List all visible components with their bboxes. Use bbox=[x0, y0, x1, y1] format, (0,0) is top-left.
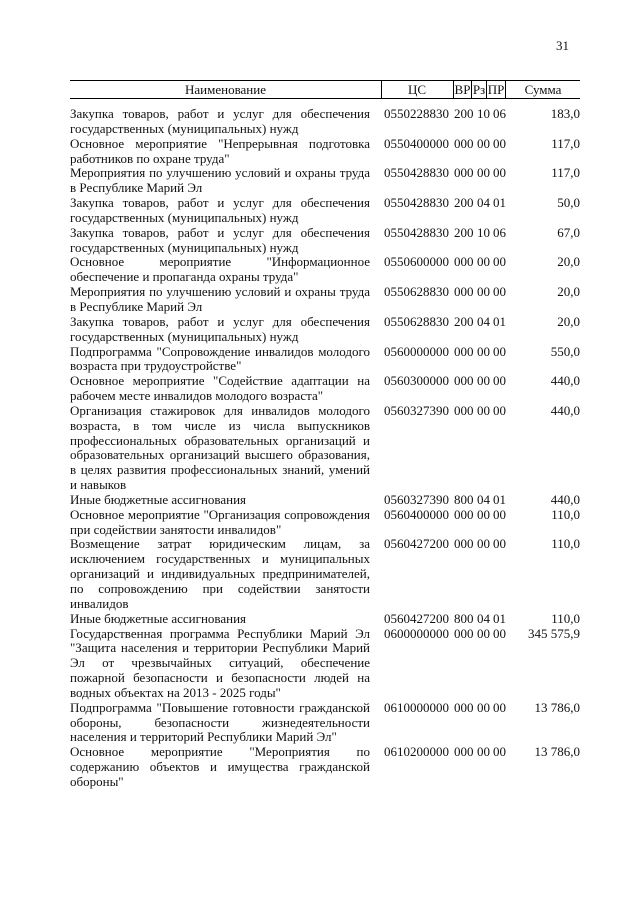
cell-sum: 20,0 bbox=[557, 284, 580, 300]
cell-vr: 000 bbox=[454, 625, 474, 641]
cell-name: Закупка товаров, работ и услуг для обеспечения государственных (муниципальных) нужд bbox=[70, 106, 370, 136]
cell-rz: 04 bbox=[477, 195, 490, 211]
table-row bbox=[70, 226, 580, 256]
table-row bbox=[70, 255, 580, 285]
header-name: Наименование bbox=[185, 82, 266, 97]
cell-vr: 800 bbox=[454, 610, 474, 626]
cell-vr: 200 bbox=[454, 195, 474, 211]
cell-sum: 345 575,9 bbox=[528, 625, 580, 641]
cell-pr: 00 bbox=[493, 402, 506, 418]
cell-pr: 01 bbox=[493, 313, 506, 329]
cell-pr: 00 bbox=[493, 536, 506, 552]
cell-sum: 13 786,0 bbox=[534, 744, 580, 760]
cell-cs: 0560427200 bbox=[384, 536, 449, 552]
cell-vr: 000 bbox=[454, 254, 474, 270]
cell-vr: 000 bbox=[454, 165, 474, 181]
cell-sum: 20,0 bbox=[557, 254, 580, 270]
cell-vr: 000 bbox=[454, 536, 474, 552]
page-number: 31 bbox=[556, 38, 569, 53]
table-body bbox=[70, 107, 580, 790]
cell-pr: 00 bbox=[493, 284, 506, 300]
cell-rz: 10 bbox=[477, 106, 490, 121]
cell-pr: 00 bbox=[493, 625, 506, 641]
cell-vr: 000 bbox=[454, 402, 474, 418]
cell-name: Закупка товаров, работ и услуг для обеспечения государственных (муниципальных) нужд bbox=[70, 224, 370, 255]
cell-name: Государственная программа Республики Марий Эл "Защита населения и территории Республики Марий Эл от чрезвычайных ситуаций, обеспечение пожарной безопасности и безопасности людей на водных объектах на 2013 - 2025 годы" bbox=[70, 625, 370, 700]
cell-rz: 00 bbox=[477, 135, 490, 151]
cell-vr: 000 bbox=[454, 135, 474, 151]
cell-vr: 000 bbox=[454, 699, 474, 715]
table-row bbox=[70, 508, 580, 538]
header-rz: Рз bbox=[472, 82, 486, 97]
cell-rz: 00 bbox=[477, 343, 490, 359]
cell-pr: 00 bbox=[493, 343, 506, 359]
cell-pr: 00 bbox=[493, 506, 506, 522]
cell-vr: 000 bbox=[454, 373, 474, 389]
cell-cs: 0550628830 bbox=[384, 313, 449, 329]
cell-name: Иные бюджетные ассигнования bbox=[70, 610, 247, 626]
cell-name: Подпрограмма "Повышение готовности гражданской обороны, безопасности жизнедеятельности населения и территорий Республики Марий Эл" bbox=[70, 699, 370, 745]
cell-name: Возмещение затрат юридическим лицам, за исключением государственных и муниципальных организаций и индивидуальных предпринимателей, по сопровождению при содействии занятости инвалидов bbox=[70, 536, 370, 611]
header-vr: ВР bbox=[454, 82, 471, 97]
cell-pr: 00 bbox=[493, 165, 506, 181]
table-row bbox=[70, 701, 580, 746]
cell-cs: 0560427200 bbox=[384, 610, 449, 626]
cell-name: Закупка товаров, работ и услуг для обеспечения государственных (муниципальных) нужд bbox=[70, 313, 370, 344]
cell-cs: 0550628830 bbox=[384, 284, 449, 300]
cell-sum: 550,0 bbox=[550, 343, 580, 359]
cell-pr: 00 bbox=[493, 254, 506, 270]
header-divider bbox=[505, 81, 506, 98]
cell-pr: 01 bbox=[493, 195, 506, 211]
cell-sum: 50,0 bbox=[557, 195, 580, 211]
cell-sum: 183,0 bbox=[550, 106, 580, 121]
cell-vr: 000 bbox=[454, 744, 474, 760]
cell-sum: 440,0 bbox=[550, 402, 580, 418]
cell-rz: 00 bbox=[477, 506, 490, 522]
cell-pr: 01 bbox=[493, 610, 506, 626]
table-row bbox=[70, 404, 580, 493]
table-row bbox=[70, 137, 580, 167]
cell-cs: 0550600000 bbox=[384, 254, 449, 270]
cell-rz: 00 bbox=[477, 165, 490, 181]
cell-vr: 800 bbox=[454, 491, 474, 507]
table-row bbox=[70, 315, 580, 345]
cell-pr: 00 bbox=[493, 699, 506, 715]
table-row bbox=[70, 107, 580, 137]
table-row bbox=[70, 345, 580, 375]
cell-cs: 0550428830 bbox=[384, 224, 449, 240]
cell-vr: 000 bbox=[454, 506, 474, 522]
header-divider bbox=[471, 81, 472, 98]
header-cs: ЦС bbox=[407, 82, 427, 97]
cell-sum: 440,0 bbox=[550, 491, 580, 507]
cell-pr: 06 bbox=[493, 106, 506, 121]
table-row bbox=[70, 627, 580, 701]
cell-pr: 01 bbox=[493, 491, 506, 507]
cell-cs: 0560000000 bbox=[384, 343, 449, 359]
cell-vr: 000 bbox=[454, 284, 474, 300]
table-row bbox=[70, 196, 580, 226]
cell-cs: 0560400000 bbox=[384, 506, 449, 522]
cell-cs: 0550428830 bbox=[384, 195, 449, 211]
header-divider bbox=[381, 81, 382, 98]
cell-rz: 00 bbox=[477, 284, 490, 300]
cell-vr: 000 bbox=[454, 343, 474, 359]
cell-cs: 0560327390 bbox=[384, 402, 449, 418]
cell-sum: 440,0 bbox=[550, 373, 580, 389]
cell-rz: 04 bbox=[477, 491, 490, 507]
cell-name: Основное мероприятие "Информационное обеспечение и пропаганда охраны труда" bbox=[70, 254, 370, 285]
cell-rz: 00 bbox=[477, 744, 490, 760]
header-sum: Сумма bbox=[524, 82, 562, 97]
table-row bbox=[70, 745, 580, 790]
cell-pr: 00 bbox=[493, 135, 506, 151]
cell-name: Мероприятия по улучшению условий и охраны труда в Республике Марий Эл bbox=[70, 165, 370, 196]
cell-cs: 0550400000 bbox=[384, 135, 449, 151]
cell-pr: 06 bbox=[493, 224, 506, 240]
table-row bbox=[70, 493, 580, 508]
cell-cs: 0610200000 bbox=[384, 744, 449, 760]
cell-rz: 00 bbox=[477, 402, 490, 418]
header-divider bbox=[486, 81, 487, 98]
cell-rz: 00 bbox=[477, 254, 490, 270]
cell-cs: 0550428830 bbox=[384, 165, 449, 181]
cell-sum: 110,0 bbox=[551, 506, 580, 522]
cell-sum: 110,0 bbox=[551, 536, 580, 552]
cell-rz: 00 bbox=[477, 373, 490, 389]
cell-name: Основное мероприятие "Непрерывная подготовка работников по охране труда" bbox=[70, 135, 370, 166]
cell-cs: 0560300000 bbox=[384, 373, 449, 389]
cell-sum: 13 786,0 bbox=[534, 699, 580, 715]
cell-sum: 20,0 bbox=[557, 313, 580, 329]
cell-rz: 10 bbox=[477, 224, 490, 240]
cell-name: Основное мероприятие "Организация сопровождения при содействии занятости инвалидов" bbox=[70, 506, 370, 537]
cell-name: Основное мероприятие "Содействие адаптации на рабочем месте инвалидов молодого возраста" bbox=[70, 373, 370, 404]
cell-rz: 00 bbox=[477, 625, 490, 641]
cell-rz: 04 bbox=[477, 610, 490, 626]
cell-sum: 117,0 bbox=[551, 165, 580, 181]
table-row bbox=[70, 612, 580, 627]
cell-name: Мероприятия по улучшению условий и охраны труда в Республике Марий Эл bbox=[70, 284, 370, 314]
cell-vr: 200 bbox=[454, 224, 474, 240]
cell-cs: 0560327390 bbox=[384, 491, 449, 507]
cell-name: Подпрограмма "Сопровождение инвалидов молодого возраста при трудоустройстве" bbox=[70, 343, 370, 374]
cell-cs: 0550228830 bbox=[384, 106, 449, 121]
header-divider bbox=[453, 81, 454, 98]
table-row bbox=[70, 537, 580, 611]
cell-cs: 0600000000 bbox=[384, 625, 449, 641]
cell-rz: 00 bbox=[477, 536, 490, 552]
cell-name: Организация стажировок для инвалидов молодого возраста, в том числе из числа выпускников профессиональных образовательных организаций и образовательных организаций высшего образования, в целях развития профессиональных знаний, умений и навыков bbox=[70, 402, 370, 493]
table-header bbox=[70, 80, 580, 99]
cell-name: Иные бюджетные ассигнования bbox=[70, 491, 247, 507]
cell-cs: 0610000000 bbox=[384, 699, 449, 715]
header-pr: ПР bbox=[487, 82, 505, 97]
cell-pr: 00 bbox=[493, 373, 506, 389]
cell-name: Основное мероприятие "Мероприятия по содержанию объектов и имущества гражданской обороны" bbox=[70, 744, 370, 789]
cell-vr: 200 bbox=[454, 313, 474, 329]
table-row bbox=[70, 374, 580, 404]
table-row bbox=[70, 166, 580, 196]
cell-sum: 110,0 bbox=[551, 610, 580, 626]
table-row bbox=[70, 285, 580, 315]
cell-rz: 04 bbox=[477, 313, 490, 329]
budget-table bbox=[70, 80, 580, 790]
cell-vr: 200 bbox=[454, 106, 474, 121]
cell-rz: 00 bbox=[477, 699, 490, 715]
cell-sum: 117,0 bbox=[551, 135, 580, 151]
cell-sum: 67,0 bbox=[557, 224, 580, 240]
cell-pr: 00 bbox=[493, 744, 506, 760]
cell-name: Закупка товаров, работ и услуг для обеспечения государственных (муниципальных) нужд bbox=[70, 195, 370, 225]
